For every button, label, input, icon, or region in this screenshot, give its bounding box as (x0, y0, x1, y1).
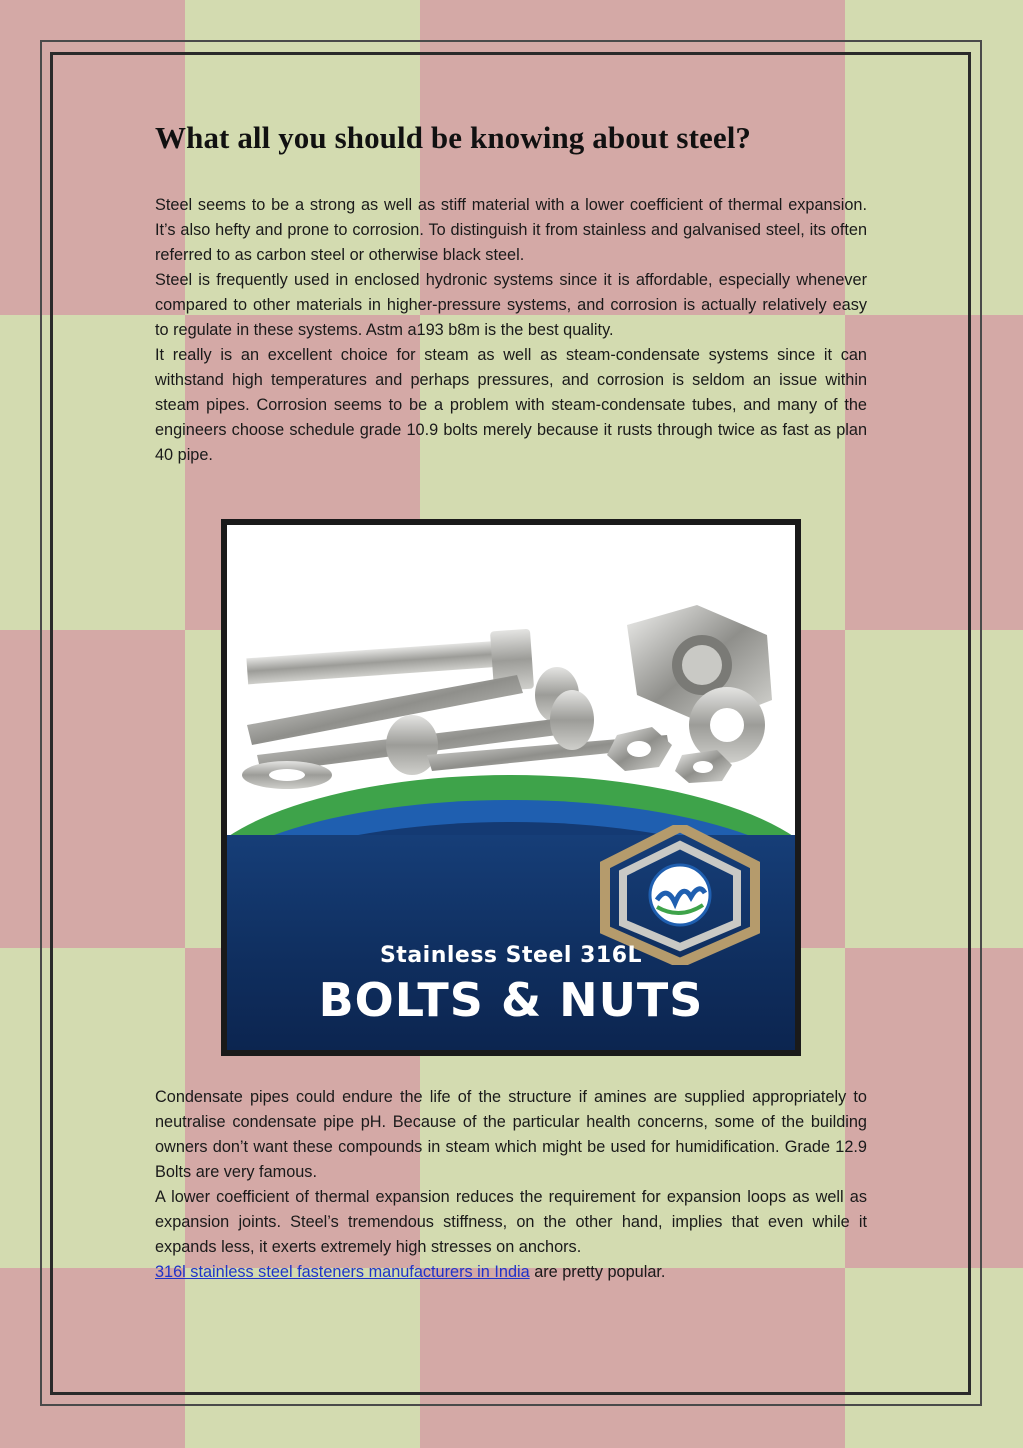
page-title: What all you should be knowing about steel? (155, 120, 752, 155)
article-bottom (155, 1085, 867, 1285)
paragraph-2: Steel is frequently used in enclosed hydronic systems since it is affordable, especially whenever compared to other materials in higher-pressure systems, and corrosion is actually relatively easy to regulate in these systems. Astm a193 b8m is the best quality. (155, 271, 867, 339)
screw-3-head (550, 690, 594, 750)
title-area (155, 120, 867, 156)
image-subtitle: Stainless Steel 316L (379, 943, 643, 968)
paragraph-3: It really is an excellent choice for steam as well as steam-condensate systems since it can withstand high temperatures and perhaps pressures, and corrosion is seldom an issue within steam pipes. Corrosion seems to be a problem with steam-condensate tubes, and many of the engineers choose schedule grade 10.9 bolts merely because it rusts through twice as fast as plan 40 pipe. (155, 346, 867, 464)
bolt-shank (246, 641, 497, 684)
paragraph-4: Condensate pipes could endure the life of the structure if amines are supplied appropriately to neutralise condensate pipe pH. Because of the particular health concerns, some of the building owners don’t want these compounds in steam which might be used for humidification. Grade 12.9 Bolts are very famous. (155, 1088, 867, 1181)
paragraph-6-suffix: are pretty popular. (529, 1263, 666, 1281)
product-image (221, 519, 801, 1056)
screw-2-head (386, 715, 438, 775)
manufacturers-link[interactable]: 316l stainless steel fasteners manufacturers in India (155, 1263, 530, 1281)
washer-hole (269, 769, 305, 781)
paragraph-1: Steel seems to be a strong as well as stiff material with a lower coefficient of thermal expansion. It’s also hefty and prone to corrosion. To distinguish it from stainless and galvanised steel, its often referred to as carbon steel or otherwise black steel. (155, 196, 867, 264)
article-top (155, 193, 867, 468)
image-main-text: BOLTS & NUTS (318, 973, 704, 1027)
paragraph-5: A lower coefficient of thermal expansion reduces the requirement for expansion loops as well as expansion joints. Steel’s tremendous stiffness, on the other hand, implies that even while it expands less, it exerts extremely high stresses on anchors. (155, 1188, 867, 1256)
product-image-canvas (227, 525, 795, 1050)
paragraph-6 (155, 1260, 867, 1285)
